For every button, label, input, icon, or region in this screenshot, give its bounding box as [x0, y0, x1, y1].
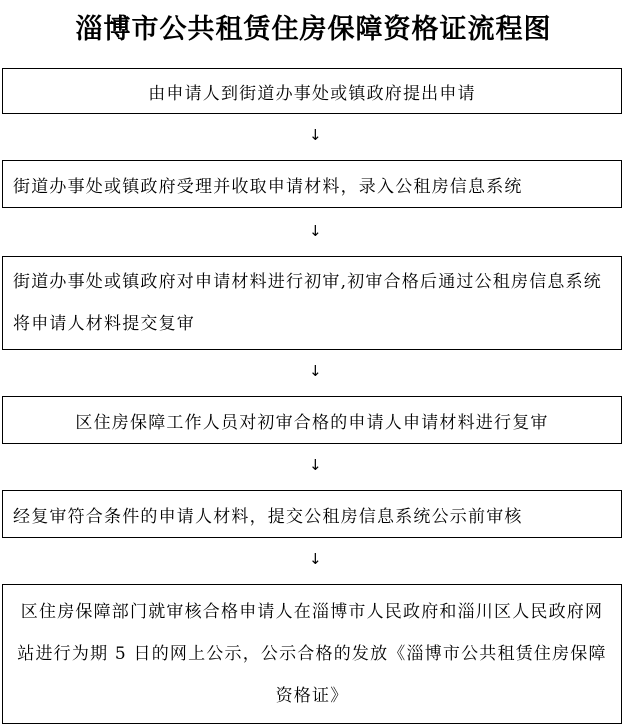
flow-step-5: 经复审符合条件的申请人材料，提交公租房信息系统公示前审核: [2, 490, 622, 538]
down-arrow-icon: ↓: [309, 456, 322, 474]
down-arrow-icon: ↓: [309, 126, 322, 144]
down-arrow-icon: ↓: [309, 550, 322, 568]
flow-step-1: 由申请人到街道办事处或镇政府提出申请: [2, 68, 622, 114]
flow-step-2: 街道办事处或镇政府受理并收取申请材料，录入公租房信息系统: [2, 160, 622, 208]
down-arrow-icon: ↓: [309, 362, 322, 380]
down-arrow-icon: ↓: [309, 222, 322, 240]
page-title: 淄博市公共租赁住房保障资格证流程图: [75, 14, 552, 45]
flow-step-3: 街道办事处或镇政府对申请材料进行初审,初审合格后通过公租房信息系统将申请人材料提交复审: [2, 256, 622, 350]
flow-step-4: 区住房保障工作人员对初审合格的申请人申请材料进行复审: [2, 396, 622, 444]
flow-step-6: 区住房保障部门就审核合格申请人在淄博市人民政府和淄川区人民政府网站进行为期 5 日的网上公示，公示合格的发放《淄博市公共租赁住房保障资格证》: [2, 584, 622, 724]
